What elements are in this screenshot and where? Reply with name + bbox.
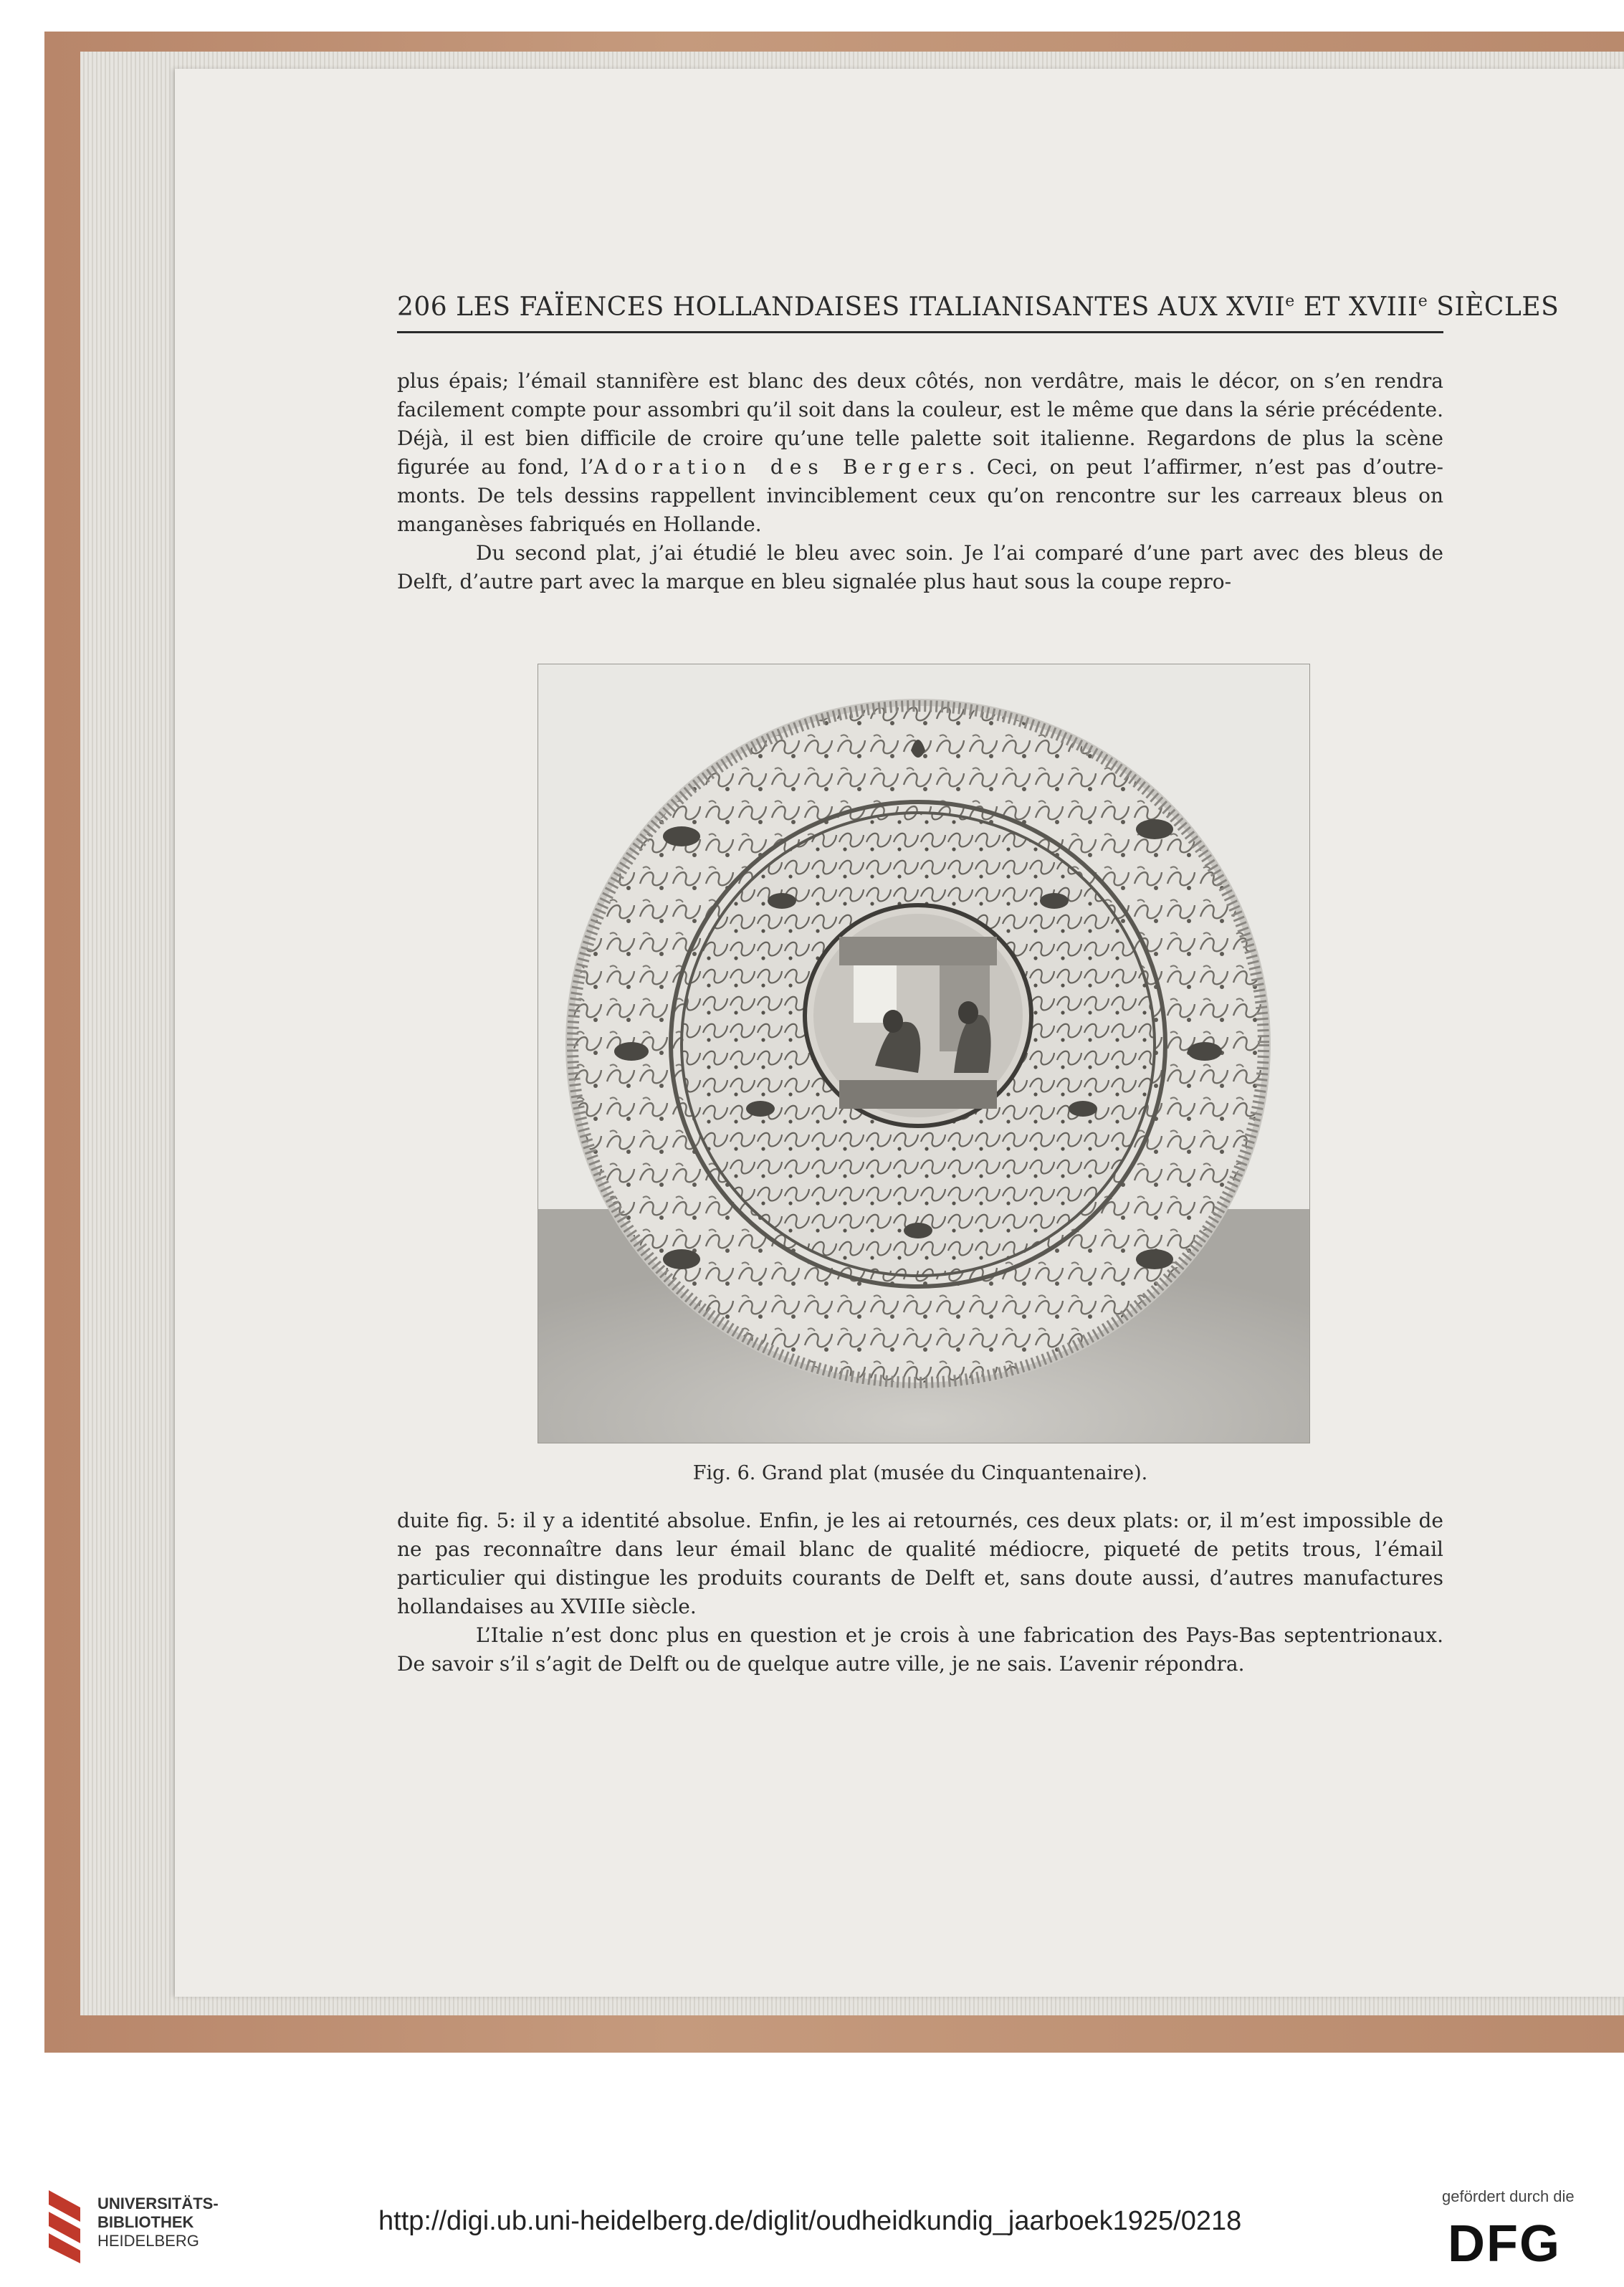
running-head: 206 LES FAÏENCES HOLLANDAISES ITALIANISANTES AUX XVIIe ET XVIIIe SIÈCLES: [397, 292, 1559, 322]
dfg-logo: DFG: [1448, 2215, 1561, 2273]
paragraph: plus épais; l’émail stannifère est blanc des deux côtés, non verdâtre, mais le décor, on s’en rendra facilement compte pour assombri qu’il soit dans la couleur, est le même que dans la série précédente. Déjà, il est bien difficile de croire qu’une telle palette soit italienne. Regardons de plus la scène figurée au fond, l’Adoration des Bergers. Ceci, on peut l’affirmer, n’est pas d’outre-monts. De tels dessins rappellent invinciblement ceux qu’on rencontre sur les carreaux bleus on manganèses fabriqués en Hollande.: [397, 369, 1443, 536]
figure-caption: Fig. 6. Grand plat (musée du Cinquantenaire).: [692, 1462, 1148, 1484]
plate-illustration: [538, 664, 1309, 1443]
ub-heidelberg-name: UNIVERSITÄTS- BIBLIOTHEK HEIDELBERG: [97, 2195, 219, 2250]
body-text-top: [397, 367, 1443, 596]
body-text-bottom: [397, 1507, 1443, 1679]
paragraph: L’Italie n’est donc plus en question et je crois à une fabrication des Pays-Bas septentrionaux. De savoir s’il s’agit de Delft ou de quelque autre ville, je ne sais. L’avenir répondra.: [397, 1623, 1443, 1676]
permalink[interactable]: http://digi.ub.uni-heidelberg.de/diglit/oudheidkundig_jaarboek1925/0218: [378, 2206, 1242, 2236]
page-number: 206: [397, 292, 448, 322]
spaced-title: Adoration des Bergers: [593, 455, 969, 479]
faience-plate-image: [538, 664, 1310, 1443]
paragraph: Du second plat, j’ai étudié le bleu avec soin. Je l’ai comparé d’une part avec des bleus de Delft, d’autre part avec la marque en bleu signalée plus haut sous la coupe repro-: [397, 541, 1443, 593]
paragraph: duite fig. 5: il y a identité absolue. Enfin, je les ai retournés, ces deux plats: or, il m’est impossible de ne pas reconnaître dans leur émail blanc de qualité médiocre, piqueté de petits trous, l’émail particulier qui distingue les produits courants de Delft et, sans doute aussi, d’autres manufactures hollandaises au XVIIIe siècle.: [397, 1509, 1443, 1618]
dfg-label: gefördert durch die: [1442, 2187, 1575, 2205]
header-rule: [397, 331, 1443, 333]
ub-heidelberg-logo-icon: [43, 2186, 86, 2266]
